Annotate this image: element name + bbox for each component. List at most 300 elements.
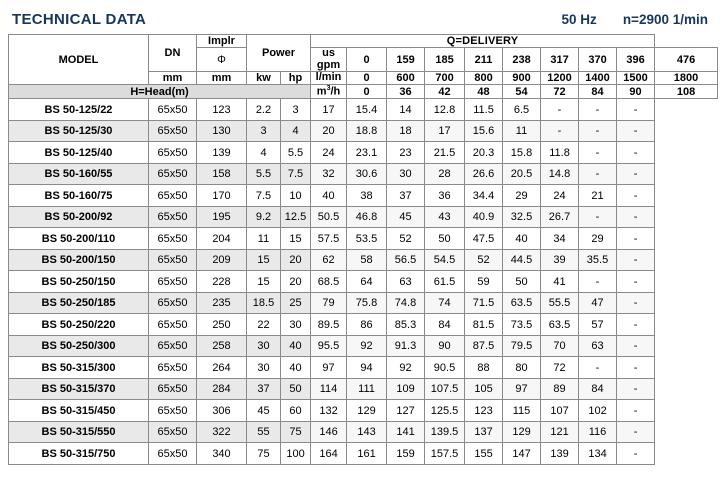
row-head-4: 81.5 xyxy=(465,314,503,336)
row-head-6: - xyxy=(541,120,579,142)
row-impeller: 264 xyxy=(197,357,247,379)
row-head-1: 94 xyxy=(347,357,387,379)
table-row xyxy=(9,249,718,271)
row-head-8: - xyxy=(617,378,655,400)
row-power-kw: 5.5 xyxy=(247,163,281,185)
flow-usgpm-2: 185 xyxy=(425,48,465,72)
table-body xyxy=(9,99,718,465)
table-row xyxy=(9,99,718,121)
row-head-7: 57 xyxy=(579,314,617,336)
row-head-6: 26.7 xyxy=(541,206,579,228)
row-model: BS 50-250/220 xyxy=(9,314,149,336)
row-impeller: 250 xyxy=(197,314,247,336)
row-head-6: 34 xyxy=(541,228,579,250)
flow-unit-m3h: $m^3/h$ xyxy=(311,85,347,99)
row-impeller: 322 xyxy=(197,421,247,443)
row-head-7: 102 xyxy=(579,400,617,422)
row-head-0: 79 xyxy=(311,292,347,314)
row-power-kw: 11 xyxy=(247,228,281,250)
col-header-dn: DN xyxy=(149,35,197,72)
row-head-2: 63 xyxy=(387,271,425,293)
row-head-7: - xyxy=(579,120,617,142)
row-impeller: 340 xyxy=(197,443,247,465)
flow-m3h-6: 84 xyxy=(579,85,617,99)
row-head-8: - xyxy=(617,142,655,164)
row-head-5: 6.5 xyxy=(503,99,541,121)
row-impeller: 130 xyxy=(197,120,247,142)
row-head-3: 43 xyxy=(425,206,465,228)
flow-lmin-6: 1400 xyxy=(579,72,617,85)
row-dn: 65x50 xyxy=(149,249,197,271)
row-power-hp: 20 xyxy=(281,249,311,271)
table-row xyxy=(9,314,718,336)
row-model: BS 50-315/450 xyxy=(9,400,149,422)
row-head-6: - xyxy=(541,99,579,121)
flow-m3h-1: 36 xyxy=(387,85,425,99)
row-head-4: 15.6 xyxy=(465,120,503,142)
row-dn: 65x50 xyxy=(149,357,197,379)
row-dn: 65x50 xyxy=(149,443,197,465)
row-head-1: 46.8 xyxy=(347,206,387,228)
row-dn: 65x50 xyxy=(149,99,197,121)
row-dn: 65x50 xyxy=(149,120,197,142)
flow-m3h-7: 90 xyxy=(617,85,655,99)
row-head-2: 109 xyxy=(387,378,425,400)
flow-usgpm-5: 317 xyxy=(541,48,579,72)
row-head-2: 56.5 xyxy=(387,249,425,271)
row-impeller: 235 xyxy=(197,292,247,314)
row-power-hp: 15 xyxy=(281,228,311,250)
table-row xyxy=(9,163,718,185)
row-head-5: 15.8 xyxy=(503,142,541,164)
row-head-5: 29 xyxy=(503,185,541,207)
row-power-hp: 100 xyxy=(281,443,311,465)
speed-label: n=2900 1/min xyxy=(622,11,708,27)
row-head-0: 114 xyxy=(311,378,347,400)
row-power-kw: 18.5 xyxy=(247,292,281,314)
col-header-model: MODEL xyxy=(9,35,149,85)
row-power-hp: 10 xyxy=(281,185,311,207)
row-head-0: 50.5 xyxy=(311,206,347,228)
row-head-3: 157.5 xyxy=(425,443,465,465)
row-power-hp: 12.5 xyxy=(281,206,311,228)
row-head-1: 86 xyxy=(347,314,387,336)
technical-data-table xyxy=(8,34,718,465)
page-header xyxy=(8,6,718,32)
row-head-7: 116 xyxy=(579,421,617,443)
row-head-3: 90 xyxy=(425,335,465,357)
row-dn: 65x50 xyxy=(149,378,197,400)
row-head-1: 129 xyxy=(347,400,387,422)
flow-usgpm-0: 0 xyxy=(347,48,387,72)
row-head-2: 92 xyxy=(387,357,425,379)
flow-lmin-7: 1500 xyxy=(617,72,655,85)
row-power-kw: 30 xyxy=(247,335,281,357)
table-head xyxy=(9,35,718,99)
flow-usgpm-4: 238 xyxy=(503,48,541,72)
row-dn: 65x50 xyxy=(149,142,197,164)
row-head-1: 53.5 xyxy=(347,228,387,250)
row-head-5: 40 xyxy=(503,228,541,250)
row-head-5: 32.5 xyxy=(503,206,541,228)
flow-usgpm-7: 396 xyxy=(617,48,655,72)
row-head-8: - xyxy=(617,206,655,228)
table-row xyxy=(9,206,718,228)
row-head-6: 107 xyxy=(541,400,579,422)
row-model: BS 50-250/185 xyxy=(9,292,149,314)
row-dn: 65x50 xyxy=(149,163,197,185)
row-head-6: 89 xyxy=(541,378,579,400)
row-head-8: - xyxy=(617,400,655,422)
row-head-3: 139.5 xyxy=(425,421,465,443)
row-model: BS 50-160/55 xyxy=(9,163,149,185)
row-head-7: - xyxy=(579,99,617,121)
row-head-2: 141 xyxy=(387,421,425,443)
row-head-4: 52 xyxy=(465,249,503,271)
row-head-4: 137 xyxy=(465,421,503,443)
row-head-1: 38 xyxy=(347,185,387,207)
row-head-5: 79.5 xyxy=(503,335,541,357)
table-row xyxy=(9,228,718,250)
h-head-label: H=Head(m) xyxy=(130,85,189,98)
row-head-0: 40 xyxy=(311,185,347,207)
row-head-2: 23 xyxy=(387,142,425,164)
table-row xyxy=(9,378,718,400)
row-head-8: - xyxy=(617,292,655,314)
row-dn: 65x50 xyxy=(149,314,197,336)
row-head-0: 97 xyxy=(311,357,347,379)
unit-dn: mm xyxy=(149,72,197,85)
row-head-5: 50 xyxy=(503,271,541,293)
row-head-4: 88 xyxy=(465,357,503,379)
row-head-7: 47 xyxy=(579,292,617,314)
row-head-5: 63.5 xyxy=(503,292,541,314)
row-head-0: 32 xyxy=(311,163,347,185)
row-head-2: 30 xyxy=(387,163,425,185)
table-row xyxy=(9,335,718,357)
row-head-6: 63.5 xyxy=(541,314,579,336)
row-model: BS 50-200/92 xyxy=(9,206,149,228)
row-impeller: 123 xyxy=(197,99,247,121)
row-head-8: - xyxy=(617,421,655,443)
row-head-3: 90.5 xyxy=(425,357,465,379)
flow-usgpm-3: 211 xyxy=(465,48,503,72)
flow-unit-usgpm: us gpm xyxy=(311,48,347,72)
unit-kw: kw xyxy=(247,72,281,85)
row-head-8: - xyxy=(617,314,655,336)
row-head-2: 85.3 xyxy=(387,314,425,336)
row-power-hp: 7.5 xyxy=(281,163,311,185)
row-head-6: 24 xyxy=(541,185,579,207)
row-power-kw: 15 xyxy=(247,249,281,271)
row-dn: 65x50 xyxy=(149,206,197,228)
row-head-6: 11.8 xyxy=(541,142,579,164)
row-head-7: 21 xyxy=(579,185,617,207)
row-head-7: - xyxy=(579,206,617,228)
flow-lmin-4: 900 xyxy=(503,72,541,85)
flow-lmin-2: 700 xyxy=(425,72,465,85)
row-head-0: 95.5 xyxy=(311,335,347,357)
row-power-hp: 60 xyxy=(281,400,311,422)
row-head-5: 80 xyxy=(503,357,541,379)
row-dn: 65x50 xyxy=(149,292,197,314)
row-head-3: 28 xyxy=(425,163,465,185)
row-dn: 65x50 xyxy=(149,228,197,250)
row-impeller: 204 xyxy=(197,228,247,250)
row-model: BS 50-250/300 xyxy=(9,335,149,357)
row-power-hp: 5.5 xyxy=(281,142,311,164)
row-head-1: 111 xyxy=(347,378,387,400)
flow-m3h-8: 108 xyxy=(655,85,718,99)
row-head-4: 87.5 xyxy=(465,335,503,357)
row-model: BS 50-250/150 xyxy=(9,271,149,293)
col-header-impeller: Implr xyxy=(197,35,247,48)
row-head-2: 159 xyxy=(387,443,425,465)
row-head-3: 21.5 xyxy=(425,142,465,164)
flow-usgpm-1: 159 xyxy=(387,48,425,72)
row-head-5: 73.5 xyxy=(503,314,541,336)
row-head-5: 115 xyxy=(503,400,541,422)
unit-impeller: mm xyxy=(197,72,247,85)
row-head-2: 74.8 xyxy=(387,292,425,314)
row-power-hp: 40 xyxy=(281,335,311,357)
frequency-label: 50 Hz xyxy=(561,11,597,27)
row-head-0: 68.5 xyxy=(311,271,347,293)
row-head-5: 147 xyxy=(503,443,541,465)
row-model: BS 50-315/750 xyxy=(9,443,149,465)
row-power-hp: 4 xyxy=(281,120,311,142)
row-head-8: - xyxy=(617,271,655,293)
row-head-0: 57.5 xyxy=(311,228,347,250)
row-head-1: 75.8 xyxy=(347,292,387,314)
unit-hp: hp xyxy=(281,72,311,85)
row-impeller: 158 xyxy=(197,163,247,185)
row-head-2: 91.3 xyxy=(387,335,425,357)
row-head-8: - xyxy=(617,357,655,379)
row-head-6: 41 xyxy=(541,271,579,293)
row-head-3: 50 xyxy=(425,228,465,250)
row-head-4: 155 xyxy=(465,443,503,465)
row-head-3: 107.5 xyxy=(425,378,465,400)
row-head-1: 18.8 xyxy=(347,120,387,142)
flow-m3h-4: 54 xyxy=(503,85,541,99)
row-power-hp: 30 xyxy=(281,314,311,336)
row-head-4: 105 xyxy=(465,378,503,400)
page-title: TECHNICAL DATA xyxy=(12,10,147,28)
row-impeller: 209 xyxy=(197,249,247,271)
row-model: BS 50-160/75 xyxy=(9,185,149,207)
row-head-0: 24 xyxy=(311,142,347,164)
row-power-kw: 2.2 xyxy=(247,99,281,121)
h-head-cell xyxy=(9,85,311,99)
row-head-4: 34.4 xyxy=(465,185,503,207)
row-head-4: 71.5 xyxy=(465,292,503,314)
flow-m3h-3: 48 xyxy=(465,85,503,99)
row-head-5: 44.5 xyxy=(503,249,541,271)
row-dn: 65x50 xyxy=(149,185,197,207)
table-row xyxy=(9,185,718,207)
row-head-3: 54.5 xyxy=(425,249,465,271)
row-head-7: 63 xyxy=(579,335,617,357)
header-row-4 xyxy=(9,85,718,99)
row-head-4: 59 xyxy=(465,271,503,293)
row-head-3: 74 xyxy=(425,292,465,314)
row-model: BS 50-200/150 xyxy=(9,249,149,271)
table-row xyxy=(9,357,718,379)
row-head-5: 11 xyxy=(503,120,541,142)
flow-m3h-0: 0 xyxy=(347,85,387,99)
row-power-kw: 9.2 xyxy=(247,206,281,228)
table-row xyxy=(9,421,718,443)
row-head-7: 84 xyxy=(579,378,617,400)
row-head-0: 164 xyxy=(311,443,347,465)
row-power-hp: 50 xyxy=(281,378,311,400)
row-head-0: 89.5 xyxy=(311,314,347,336)
row-head-0: 17 xyxy=(311,99,347,121)
row-power-kw: 45 xyxy=(247,400,281,422)
row-head-6: 55.5 xyxy=(541,292,579,314)
table-row xyxy=(9,142,718,164)
row-power-kw: 37 xyxy=(247,378,281,400)
row-model: BS 50-315/300 xyxy=(9,357,149,379)
row-model: BS 50-200/110 xyxy=(9,228,149,250)
flow-usgpm-8: 476 xyxy=(655,48,718,72)
row-power-kw: 4 xyxy=(247,142,281,164)
row-impeller: 306 xyxy=(197,400,247,422)
row-head-8: - xyxy=(617,249,655,271)
table-row xyxy=(9,400,718,422)
row-head-6: 72 xyxy=(541,357,579,379)
row-head-3: 17 xyxy=(425,120,465,142)
row-head-7: - xyxy=(579,271,617,293)
row-dn: 65x50 xyxy=(149,335,197,357)
row-model: BS 50-125/30 xyxy=(9,120,149,142)
row-power-hp: 25 xyxy=(281,292,311,314)
row-head-7: 35.5 xyxy=(579,249,617,271)
row-head-6: 139 xyxy=(541,443,579,465)
col-header-q-delivery: Q=DELIVERY xyxy=(311,35,655,48)
row-head-0: 62 xyxy=(311,249,347,271)
row-power-hp: 20 xyxy=(281,271,311,293)
row-head-8: - xyxy=(617,120,655,142)
row-head-2: 18 xyxy=(387,120,425,142)
row-head-1: 64 xyxy=(347,271,387,293)
row-model: BS 50-125/40 xyxy=(9,142,149,164)
row-head-0: 146 xyxy=(311,421,347,443)
row-head-1: 58 xyxy=(347,249,387,271)
header-row-1 xyxy=(9,35,718,48)
flow-m3h-2: 42 xyxy=(425,85,465,99)
header-specs xyxy=(562,12,714,27)
row-power-kw: 55 xyxy=(247,421,281,443)
row-head-7: 29 xyxy=(579,228,617,250)
row-power-kw: 7.5 xyxy=(247,185,281,207)
row-head-6: 39 xyxy=(541,249,579,271)
row-head-8: - xyxy=(617,443,655,465)
row-head-2: 45 xyxy=(387,206,425,228)
flow-lmin-3: 800 xyxy=(465,72,503,85)
row-head-8: - xyxy=(617,163,655,185)
row-power-kw: 22 xyxy=(247,314,281,336)
col-header-impeller-phi: Φ xyxy=(197,48,247,72)
row-head-5: 97 xyxy=(503,378,541,400)
row-head-2: 14 xyxy=(387,99,425,121)
table-row xyxy=(9,120,718,142)
row-dn: 65x50 xyxy=(149,421,197,443)
row-power-hp: 40 xyxy=(281,357,311,379)
row-head-7: - xyxy=(579,357,617,379)
flow-lmin-8: 1800 xyxy=(655,72,718,85)
row-head-5: 129 xyxy=(503,421,541,443)
row-head-4: 123 xyxy=(465,400,503,422)
flow-lmin-5: 1200 xyxy=(541,72,579,85)
row-head-2: 127 xyxy=(387,400,425,422)
row-head-4: 11.5 xyxy=(465,99,503,121)
row-model: BS 50-125/22 xyxy=(9,99,149,121)
row-head-4: 26.6 xyxy=(465,163,503,185)
row-head-1: 23.1 xyxy=(347,142,387,164)
row-head-7: - xyxy=(579,142,617,164)
row-power-kw: 75 xyxy=(247,443,281,465)
row-impeller: 228 xyxy=(197,271,247,293)
row-impeller: 258 xyxy=(197,335,247,357)
row-head-1: 161 xyxy=(347,443,387,465)
row-head-0: 20 xyxy=(311,120,347,142)
flow-unit-lmin: l/min xyxy=(311,72,347,85)
row-head-3: 36 xyxy=(425,185,465,207)
row-head-8: - xyxy=(617,99,655,121)
row-head-4: 40.9 xyxy=(465,206,503,228)
row-model: BS 50-315/370 xyxy=(9,378,149,400)
row-head-6: 14.8 xyxy=(541,163,579,185)
row-head-3: 61.5 xyxy=(425,271,465,293)
col-header-power: Power xyxy=(247,35,311,72)
row-impeller: 284 xyxy=(197,378,247,400)
flow-lmin-1: 600 xyxy=(387,72,425,85)
row-dn: 65x50 xyxy=(149,400,197,422)
row-head-7: 134 xyxy=(579,443,617,465)
row-head-3: 12.8 xyxy=(425,99,465,121)
row-head-1: 30.6 xyxy=(347,163,387,185)
row-head-2: 52 xyxy=(387,228,425,250)
row-model: BS 50-315/550 xyxy=(9,421,149,443)
row-head-8: - xyxy=(617,185,655,207)
flow-usgpm-6: 370 xyxy=(579,48,617,72)
row-impeller: 170 xyxy=(197,185,247,207)
row-head-3: 84 xyxy=(425,314,465,336)
row-head-3: 125.5 xyxy=(425,400,465,422)
row-head-8: - xyxy=(617,228,655,250)
row-power-hp: 3 xyxy=(281,99,311,121)
row-power-kw: 3 xyxy=(247,120,281,142)
row-head-6: 121 xyxy=(541,421,579,443)
table-row xyxy=(9,271,718,293)
flow-m3h-5: 72 xyxy=(541,85,579,99)
row-impeller: 195 xyxy=(197,206,247,228)
row-head-1: 15.4 xyxy=(347,99,387,121)
row-head-7: - xyxy=(579,163,617,185)
flow-lmin-0: 0 xyxy=(347,72,387,85)
row-head-8: - xyxy=(617,335,655,357)
row-head-1: 92 xyxy=(347,335,387,357)
row-head-4: 47.5 xyxy=(465,228,503,250)
table-row xyxy=(9,443,718,465)
table-row xyxy=(9,292,718,314)
row-head-6: 70 xyxy=(541,335,579,357)
row-head-2: 37 xyxy=(387,185,425,207)
row-power-kw: 15 xyxy=(247,271,281,293)
row-impeller: 139 xyxy=(197,142,247,164)
